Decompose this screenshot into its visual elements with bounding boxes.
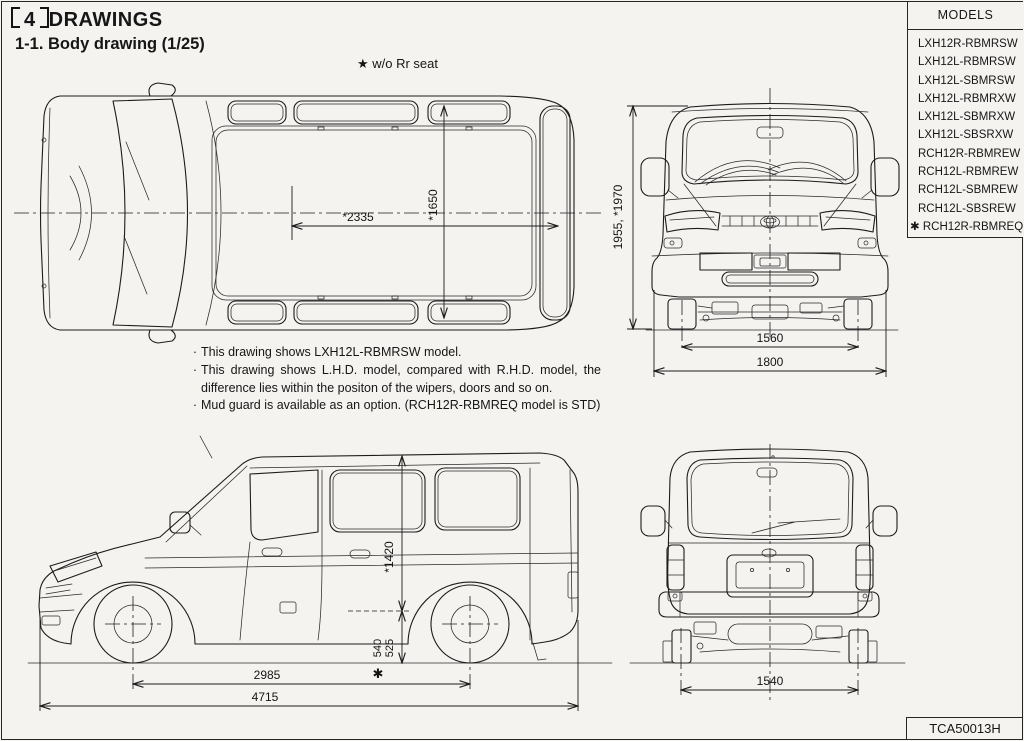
page-subtitle: 1-1. Body drawing (1/25) bbox=[15, 35, 205, 53]
top-view-drawing bbox=[14, 83, 602, 343]
section-number: 4 bbox=[24, 9, 36, 31]
section-title: DRAWINGS bbox=[48, 9, 163, 31]
front-view-drawing bbox=[611, 88, 899, 377]
dim-label-front-width: 1800 bbox=[756, 355, 784, 369]
dim-label-front-height: 1955, *1970 bbox=[611, 184, 625, 250]
bullet: · bbox=[192, 345, 198, 359]
star-footnote: ★ w/o Rr seat bbox=[357, 56, 439, 71]
dim-label-side-interior-height: *1420 bbox=[382, 541, 396, 573]
dim-label-rear-track: 1540 bbox=[756, 674, 784, 688]
dim-label-top-interior-length: *2335 bbox=[342, 210, 374, 224]
model-code: RCH12L-SBMREW bbox=[918, 184, 1018, 197]
note-text: Mud guard is available as an option. (RCH12R-RBMREQ model is STD) bbox=[201, 398, 601, 413]
dim-label-top-interior-width: *1650 bbox=[426, 189, 440, 221]
model-code: LXH12L-RBMRSW bbox=[918, 56, 1016, 69]
bullet: · bbox=[192, 398, 198, 413]
dim-label-front-track: 1560 bbox=[756, 331, 784, 345]
model-code: RCH12L-RBMREW bbox=[918, 166, 1019, 179]
model-code: LXH12L-SBSRXW bbox=[918, 129, 1014, 142]
models-header: MODELS bbox=[908, 2, 1023, 30]
model-code: RCH12L-SBSREW bbox=[918, 202, 1016, 215]
model-code: LXH12L-SBMRXW bbox=[918, 111, 1016, 124]
model-code: LXH12L-RBMRXW bbox=[918, 92, 1016, 105]
note-text: This drawing shows LXH12L-RBMRSW model. bbox=[201, 345, 462, 359]
model-code: LXH12L-SBMRSW bbox=[918, 74, 1016, 87]
rear-view-drawing bbox=[630, 444, 905, 700]
dim-label-side-wheelbase: 2985 bbox=[253, 668, 281, 682]
model-code-starred: ✱ RCH12R-RBMREQ bbox=[910, 220, 1024, 233]
bullet: · bbox=[192, 362, 198, 377]
dim-label-side-step-upper: 540 bbox=[372, 638, 384, 658]
side-view-drawing bbox=[28, 436, 612, 711]
note-text: This drawing shows L.H.D. model, compared with R.H.D. model, the difference lies within the positon of the wipers, doors and so on. bbox=[201, 362, 601, 395]
model-code: RCH12R-RBMREW bbox=[918, 147, 1021, 160]
dim-label-side-step-lower: 525 bbox=[384, 638, 396, 658]
model-code: LXH12R-RBMRSW bbox=[918, 38, 1018, 50]
dim-star-marker: ✱ bbox=[372, 666, 384, 681]
drawing-number-box: TCA50013H bbox=[906, 717, 1023, 740]
dim-label-side-length: 4715 bbox=[251, 690, 279, 704]
